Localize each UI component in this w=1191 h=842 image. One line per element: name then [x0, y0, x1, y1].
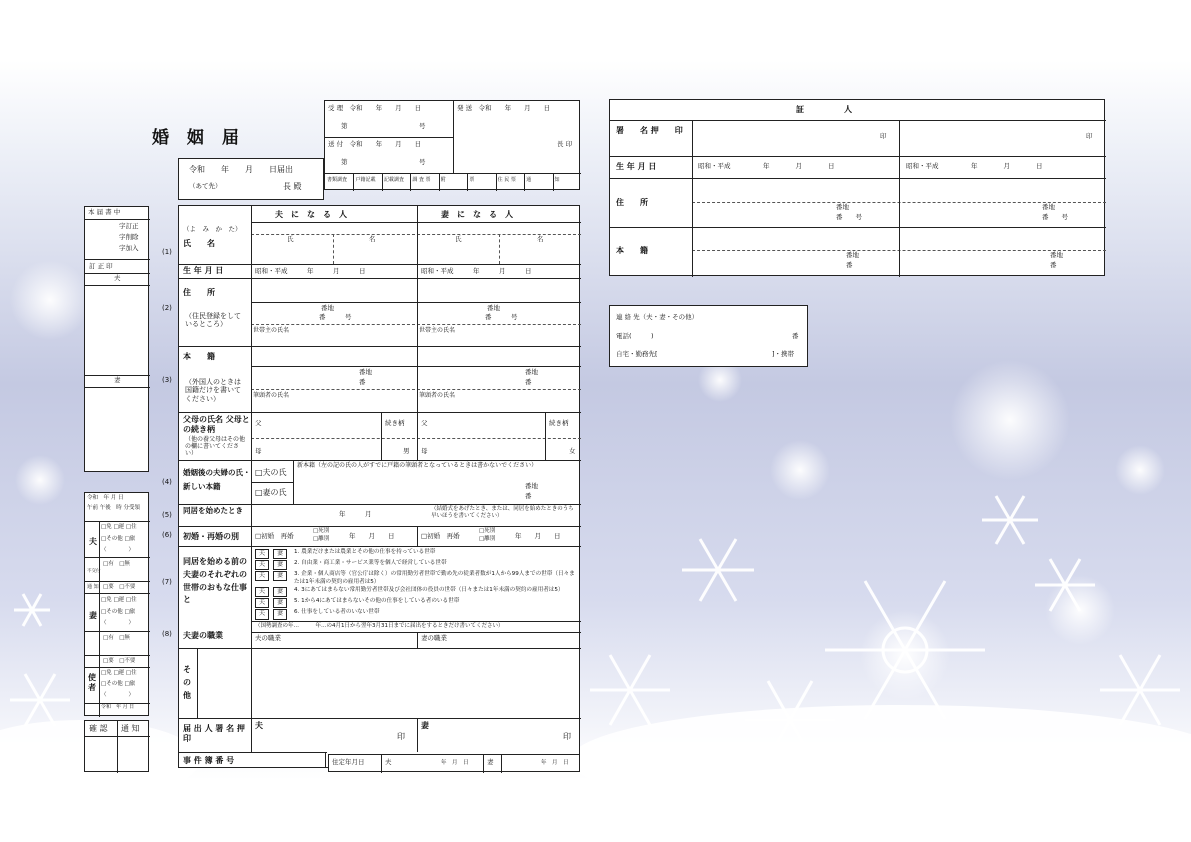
witness-sign-label: 署 名 押 印 [616, 126, 683, 135]
contact-phone[interactable]: 電話( ) [616, 332, 654, 340]
work-item-text: 5. 1から4にあてはまらないその他の仕事をしている者のいる世帯 [294, 598, 460, 605]
send-number: 第 号 [341, 158, 426, 166]
parents-label: 父母の氏名 父母との続き柄 [183, 415, 250, 434]
messenger-date: 令和 年 月 日 [101, 704, 135, 710]
work-item-4 [255, 587, 579, 597]
office-check-4: 調 査 票 [412, 177, 431, 183]
tsuchi-label: 通 知 [121, 724, 140, 733]
accept-date: 受 理 令和 年 月 日 [328, 104, 422, 112]
messenger-notify[interactable]: □要 □不要 [103, 658, 136, 664]
contact-title: 連 絡 先（夫・妻・その他） [616, 313, 699, 321]
fixed-date-box [328, 754, 580, 772]
wife-surname-check[interactable]: □妻の氏 [255, 488, 287, 497]
sign-label: 届 出 人 署 名 押 印 [183, 724, 245, 743]
new-surname-label: 婚姻後の夫婦の氏・新しい本籍 [183, 468, 251, 492]
office-check-row [325, 173, 581, 191]
work-item-checkboxes[interactable]: 夫 妻 [255, 587, 291, 597]
husband-seal: 印 [397, 732, 405, 741]
husband-banchi: 番地 [321, 304, 334, 312]
row-number-3: (3) [162, 376, 172, 384]
wife-death[interactable]: □死別 [479, 528, 496, 534]
work-item-checkboxes[interactable]: 夫 妻 [255, 560, 291, 570]
wife-honseki-banchi: 番地 [525, 368, 538, 376]
new-honseki-banchi: 番地 [525, 482, 538, 490]
fixed-date-wife-value[interactable]: 年 月 日 [541, 760, 569, 766]
contact-home[interactable]: 自宅・勤務先[ [616, 350, 658, 358]
husband-sign-label: 夫 [255, 721, 263, 730]
wife-correction-label: 妻 [114, 376, 121, 384]
yomikata-label: （よ み か た） [183, 225, 242, 233]
office-check-2: 戸籍記載 [355, 177, 376, 183]
husband-gender: 男 [403, 447, 410, 455]
accept-number: 第 号 [341, 122, 426, 130]
row-number-5: (5) [162, 511, 172, 519]
wife-first-marriage[interactable]: □初婚 再婚 [421, 532, 460, 540]
row-number-6: (6) [162, 531, 172, 539]
witness-2-ban-go: 番 号 [1042, 213, 1068, 221]
husband-death[interactable]: □死別 [313, 528, 330, 534]
marriage-type-label: 初婚・再婚の別 [183, 532, 239, 541]
witness-2-honseki-banchi: 番地 [1050, 251, 1063, 259]
receipt-husband-check-2[interactable]: □その他 □旅 [101, 536, 136, 542]
wife-remarriage-date[interactable]: 年 月 日 [515, 532, 561, 540]
notify-options[interactable]: □要 □不要 [103, 584, 136, 590]
receipt-wife-check-3: （ ） [101, 620, 135, 626]
witness-2-banchi: 番地 [1042, 203, 1055, 211]
contact-home-suffix: ]・携帯 [772, 350, 795, 358]
wife-ban-go: 番 号 [485, 313, 518, 321]
work-item-text: 3. 企業・個人商店等（官公庁は除く）の常用勤労者世帯で勤め先の従業者数が1人から99人までの世帯（日々または1年未満の契約の雇用者は5） [294, 571, 575, 585]
fixed-date-husband-value[interactable]: 年 月 日 [441, 760, 469, 766]
messenger-check-1[interactable]: □免 □運 □住 [101, 670, 137, 676]
fixed-date-wife: 妻 [487, 758, 494, 766]
occupation-label: 夫妻の職業 [183, 631, 223, 640]
honseki-note: （外国人のときは国籍だけを書いてください） [185, 378, 241, 403]
office-check-7: 住 民 票 [497, 177, 516, 183]
fukofu-label: 不交付 [87, 569, 101, 574]
chief-seal: 長 印 [557, 140, 573, 148]
receipt-wife-check-1[interactable]: □免 □運 □住 [101, 597, 137, 603]
row-number-1: (1) [162, 248, 172, 256]
addressee-suffix: 長 殿 [283, 182, 302, 191]
receipt-husband-yes-no[interactable]: □有 □無 [103, 561, 130, 567]
receipt-husband-check-3: （ ） [101, 547, 135, 553]
husband-householder: 世帯主の氏名 [253, 327, 290, 334]
husband-honseki-banchi: 番地 [359, 368, 372, 376]
row-number-4: (4) [162, 478, 172, 486]
wife-householder: 世帯主の氏名 [419, 327, 456, 334]
receipt-box [84, 492, 149, 716]
office-check-1: 書類調査 [327, 177, 348, 183]
fixed-date-husband: 夫 [385, 758, 392, 766]
receipt-wife-label: 妻 [89, 611, 97, 620]
husband-given-hint: 名 [369, 235, 376, 243]
wife-zokugara: 続き柄 [549, 419, 569, 427]
work-item-text: 2. 自由業・商工業・サービス業等を個人で経営している世帯 [294, 560, 447, 567]
husband-birth[interactable]: 昭和・平成 年 月 日 [255, 267, 366, 275]
witness-1-honseki-ban: 番 [846, 261, 853, 269]
receipt-date: 令和 年 月 日 [87, 495, 124, 501]
office-check-9: 知 [554, 177, 560, 183]
filing-date-box [178, 158, 324, 200]
receipt-wife-yes-no[interactable]: □有 □無 [103, 635, 130, 641]
husband-remarriage-date[interactable]: 年 月 日 [349, 532, 395, 540]
witness-title: 証 人 [796, 105, 852, 114]
witness-birth-label: 生 年 月 日 [616, 162, 657, 171]
cohabit-value[interactable]: 年 月 [339, 510, 372, 518]
receipt-husband-label: 夫 [89, 537, 97, 546]
work-item-2 [255, 560, 579, 570]
wife-sign-label: 妻 [421, 721, 429, 730]
work-item-checkboxes[interactable]: 夫 妻 [255, 571, 291, 586]
office-check-8: 通 [526, 177, 532, 183]
husband-honseki-ban: 番 [359, 378, 366, 386]
receipt-time: 午前 午後 時 分受領 [87, 505, 140, 511]
husband-first-marriage[interactable]: □初婚 再婚 [255, 532, 294, 540]
filing-date[interactable]: 令和 年 月 日届出 [189, 165, 293, 174]
husband-surname-hint: 氏 [287, 235, 294, 243]
wife-mother: 母 [421, 447, 428, 455]
witness-honseki-label: 本 籍 [616, 246, 648, 255]
honseki-label: 本 籍 [183, 352, 215, 361]
address-label: 住 所 [183, 288, 215, 297]
receipt-husband-check-1[interactable]: □免 □運 □住 [101, 524, 137, 530]
confirm-label: 確 認 [89, 724, 108, 733]
work-list [255, 549, 579, 621]
wife-surname-hint: 氏 [455, 235, 462, 243]
receipt-wife-check-2[interactable]: □その他 □旅 [101, 609, 136, 615]
case-number-label: 事 件 簿 番 号 [183, 756, 235, 765]
correction-3: 字加入 [119, 244, 139, 252]
work-item-1 [255, 549, 579, 559]
office-use-box [324, 100, 580, 190]
witness-1-banchi: 番地 [836, 203, 849, 211]
witness-1-seal: 印 [880, 132, 887, 140]
office-check-3: 記載調査 [383, 177, 404, 183]
wife-seal: 印 [563, 732, 571, 741]
correction-1: 字訂正 [119, 222, 139, 230]
office-check-5: 附 [440, 177, 446, 183]
teisei-label: 訂 正 印 [89, 262, 113, 270]
work-item-5 [255, 598, 579, 608]
form-title: 婚 姻 届 [152, 128, 245, 148]
confirm-box [84, 720, 149, 772]
birth-label: 生 年 月 日 [183, 266, 224, 275]
work-item-checkboxes[interactable]: 夫 妻 [255, 609, 291, 619]
wife-father: 父 [421, 419, 428, 427]
witness-table [609, 99, 1105, 276]
correction-2: 字削除 [119, 233, 139, 241]
case-number-field[interactable] [250, 752, 326, 768]
work-item-text: 1. 農業だけまたは農業とその他の仕事を持っている世帯 [294, 549, 436, 555]
messenger-label: 使 者 [88, 673, 96, 692]
wife-honseki-ban: 番 [525, 378, 532, 386]
work-item-checkboxes[interactable]: 夫 妻 [255, 549, 291, 559]
witness-1-birth[interactable]: 昭和・平成 年 月 日 [698, 162, 835, 170]
witness-1-honseki-banchi: 番地 [846, 251, 859, 259]
witness-2-birth[interactable]: 昭和・平成 年 月 日 [906, 162, 1043, 170]
husband-surname-check[interactable]: □夫の氏 [255, 468, 287, 477]
honin-header: 本 届 書 中 [88, 208, 121, 216]
row-number-8: (8) [162, 630, 172, 638]
notify-label: 通 知 [87, 584, 99, 590]
husband-zokugara: 続き柄 [385, 419, 405, 427]
row-number-2: (2) [162, 304, 172, 312]
wife-banchi: 番地 [487, 304, 500, 312]
wife-job[interactable]: 妻の職業 [421, 634, 447, 642]
name-label: 氏 名 [183, 239, 215, 248]
new-honseki-ban: 番 [525, 492, 532, 500]
fixed-date-label: 住定年月日 [332, 758, 365, 766]
wife-gender: 女 [569, 447, 576, 455]
messenger-check-3: （ ） [101, 692, 135, 698]
husband-divorce[interactable]: □離別 [313, 536, 330, 542]
parents-note: （他の養父母はその他の欄に書いてください） [185, 436, 246, 458]
work-item-text: 6. 仕事をしている者のいない世帯 [294, 609, 380, 616]
census-note: （国勢調査の年… 年…の4月1日から翌年3月31日までに届出をするときだけ書いてください） [255, 623, 504, 629]
husband-column-header: 夫 に な る 人 [275, 210, 347, 219]
contact-box [609, 305, 808, 367]
work-item-checkboxes[interactable]: 夫 妻 [255, 598, 291, 608]
office-check-6: 票 [469, 177, 475, 183]
messenger-check-2[interactable]: □その他 □旅 [101, 681, 136, 687]
husband-hitto: 筆頭者の氏名 [253, 392, 290, 399]
husband-ban-go: 番 号 [319, 313, 352, 321]
cohabit-note: （結婚式をあげたとき、または、同居を始めたときのうち早いほうを書いてください） [431, 506, 574, 519]
witness-address-label: 住 所 [616, 198, 648, 207]
send-date: 送 付 令和 年 月 日 [328, 140, 422, 148]
address-note: （住民登録をしているところ） [185, 312, 241, 329]
wife-given-hint: 名 [537, 235, 544, 243]
husband-correction-label: 夫 [114, 274, 121, 282]
other-label: そ の 他 [183, 665, 191, 700]
cohabit-label: 同居を始めたとき [183, 506, 243, 515]
witness-2-honseki-ban: 番 [1050, 261, 1057, 269]
correction-box [84, 206, 149, 472]
dispatch-date: 発 送 令和 年 月 日 [457, 104, 551, 112]
witness-2-seal: 印 [1086, 132, 1093, 140]
contact-phone-suffix: 番 [792, 332, 799, 340]
work-item-3 [255, 571, 579, 586]
wife-hitto: 筆頭者の氏名 [419, 392, 456, 399]
work-item-6 [255, 609, 579, 619]
witness-1-ban-go: 番 号 [836, 213, 862, 221]
husband-job[interactable]: 夫の職業 [255, 634, 281, 642]
work-label: 同居を始める前の夫妻のそれぞれの世帯のおもな仕事と [183, 557, 247, 605]
wife-birth[interactable]: 昭和・平成 年 月 日 [421, 267, 532, 275]
wife-divorce[interactable]: □離別 [479, 536, 496, 542]
new-honseki-note: 新本籍（左の記の氏の人がすでに戸籍の筆頭者となっているときは書かないでください） [297, 462, 538, 469]
husband-mother: 母 [255, 447, 262, 455]
row-number-7: (7) [162, 578, 172, 586]
main-form [178, 205, 580, 768]
husband-father: 父 [255, 419, 262, 427]
addressee-hint: （あて先） [189, 182, 222, 190]
wife-column-header: 妻 に な る 人 [441, 210, 513, 219]
work-item-text: 4. 3にあてはまらない常用勤労者世帯及び会社団体の役員の世帯（日々または1年未満の契約の雇用者は5） [294, 587, 564, 594]
